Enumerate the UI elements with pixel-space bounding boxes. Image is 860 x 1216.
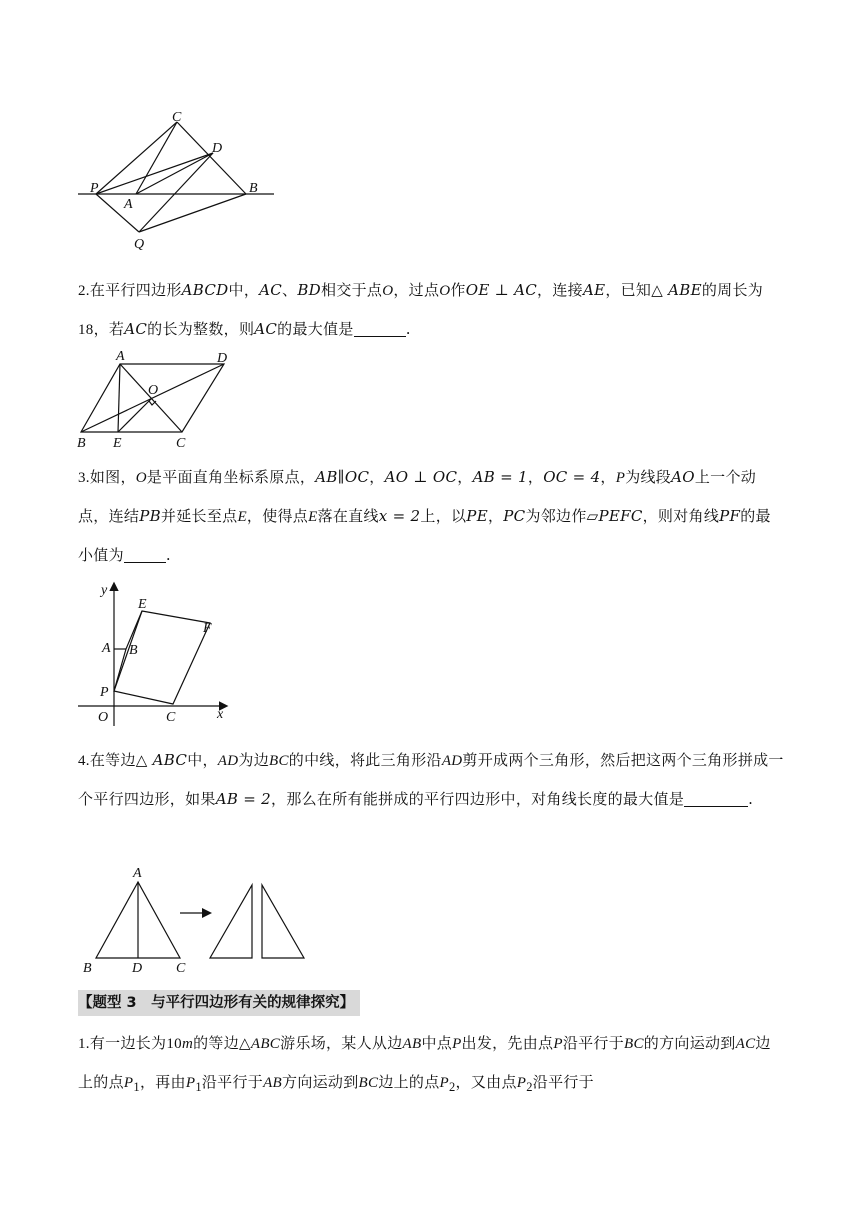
text: 落在直线 [317,507,379,525]
label-e: E [113,436,122,451]
math: BD [297,281,322,299]
subscript: 1 [195,1080,202,1094]
text: ， [457,468,473,486]
text: 上一个动点，连结 [78,468,757,525]
math: OC = 4 [543,468,601,486]
label-f: F [203,621,212,636]
text: ，又由点 [455,1073,517,1091]
math: AC [124,320,148,338]
text: 为邻边作▱ [525,507,599,525]
label-q: Q [134,237,145,252]
math: P [553,1036,563,1052]
label-c: C [176,436,186,451]
math: AB = 1 [472,468,528,486]
label-e: E [138,597,147,612]
problem-number: 1. [78,1036,90,1052]
text: ， [369,468,385,486]
math: △ ABE [651,281,702,299]
label-b: B [129,643,138,658]
text: 是平面直角坐标系原点， [146,468,316,486]
answer-blank [354,320,406,337]
text: 的等边△ [193,1034,251,1052]
text: 沿平行于 [201,1073,264,1091]
text: . [165,546,171,564]
answer-blank [684,790,748,807]
math: ABC [250,1036,281,1052]
text: 边上的点 [378,1073,440,1091]
text: ，使得点 [246,507,309,525]
math: PC [503,507,526,525]
math: AB∥OC [315,468,370,486]
text: 为边 [238,751,270,769]
math: AB = 2 [215,790,272,808]
text: ， [600,468,616,486]
text: ，那么在所有能拼成的平行四边形中，对角线长度的最大值是 [271,790,685,808]
number: 18 [78,322,94,338]
math: AB [263,1075,283,1091]
section-heading: 【题型 3 与平行四边形有关的规律探究】 [78,990,360,1016]
label-p: P [90,181,99,196]
text: 沿平行于 [532,1073,594,1091]
figure-4-triangle-diagram [78,862,318,977]
label-y: y [101,583,108,598]
answer-blank [124,546,166,563]
figure-3-coordinate-diagram [74,580,244,730]
label-d: D [132,961,143,976]
text: 方向运动到 [282,1073,359,1091]
math: x = 2 [378,507,421,525]
math: P [123,1075,134,1091]
unit: m [181,1036,194,1052]
text: ， [527,468,544,486]
label-b: B [83,961,92,976]
problem-4 [78,741,784,818]
text: ，连接 [537,281,583,299]
text: 如图， [89,468,136,486]
text: 游乐场，某人从边 [280,1034,403,1052]
text: 在等边 [89,751,136,769]
label-c: C [176,961,186,976]
label-b: B [77,436,86,451]
math: E [237,509,247,525]
figure-1-diagram [74,105,284,255]
problem-2 [78,271,784,349]
label-p: P [100,685,109,700]
math: AC [254,320,278,338]
subscript: 1 [133,1080,140,1094]
text: 的中线，将此三角形沿 [288,751,442,769]
label-a: A [116,349,125,364]
text: . [405,320,411,338]
text: 中点 [421,1034,453,1052]
math: AC [735,1036,756,1052]
text: 中， [187,751,218,769]
problem-2-number: 2. [78,283,90,299]
label-o: O [98,710,109,725]
math: OE ⊥ AC [465,281,538,299]
text: 的长为整数，则 [147,320,255,338]
text: ，则对角线 [642,507,720,525]
math: PEFC [598,507,643,525]
text: ，若 [93,320,125,338]
label-o: O [148,383,159,398]
text: ，已知 [605,281,652,299]
math: P [452,1036,462,1052]
math: AO ⊥ OC [384,468,458,486]
text: 上，以 [420,507,467,525]
text: ，再由 [139,1073,186,1091]
text: 有一边长为 [89,1034,167,1052]
math: E [308,509,318,525]
label-d: D [217,351,228,366]
subscript: 2 [526,1080,533,1094]
math: O [135,470,147,486]
problem-3-number: 3. [78,470,90,486]
text: 并延长至点 [160,507,238,525]
math: AD [441,753,463,769]
math: AO [671,468,695,486]
text: 作 [450,281,466,299]
text: 为线段 [625,468,672,486]
math: P [516,1075,527,1091]
label-c: C [166,710,176,725]
subscript: 2 [448,1080,456,1094]
problem-4-number: 4. [78,753,90,769]
label-d: D [212,141,223,156]
text: 的方向运动到 [643,1034,736,1052]
text: ，过点 [393,281,440,299]
math: △ ABC [135,751,188,769]
math: P [615,470,626,486]
label-a: A [133,866,142,881]
text: 出发，先由点 [461,1034,554,1052]
text: 的最大值是 [277,320,354,338]
math: BC [269,753,289,769]
math: PF [719,507,741,525]
math: P [439,1075,449,1091]
label-a: A [102,641,111,656]
text: . [748,790,754,808]
math: O [439,283,451,299]
label-c: C [172,110,182,125]
label-x: x [217,707,224,722]
math: BC [624,1036,644,1052]
math: AB [402,1036,422,1052]
math: P [185,1075,196,1091]
figure-2-diagram [74,345,244,455]
problem-3 [78,458,784,574]
text: 的最小值为 [78,507,771,564]
text: 、 [282,281,298,299]
math: AD [217,753,239,769]
math: AE [582,281,606,299]
number: 10 [166,1036,182,1052]
label-a: A [124,197,133,212]
label-b: B [249,181,258,196]
text: 的周长为 [701,281,764,299]
problem-section3-1 [78,1024,784,1106]
text: 边上的点 [78,1034,771,1091]
text: 在平行四边形 [89,281,182,299]
text: 相交于点 [321,281,383,299]
text: 剪开成两个三角形，然后把这两个三角形拼成一个平行四边形，如果 [78,751,784,808]
math: PE [466,507,488,525]
text: 中， [228,281,260,299]
text: 沿平行于 [562,1034,625,1052]
text: ， [487,507,504,525]
math: ABCD [181,281,229,299]
math: BC [358,1075,379,1091]
math: O [382,283,394,299]
math: PB [139,507,161,525]
math: AC [259,281,283,299]
